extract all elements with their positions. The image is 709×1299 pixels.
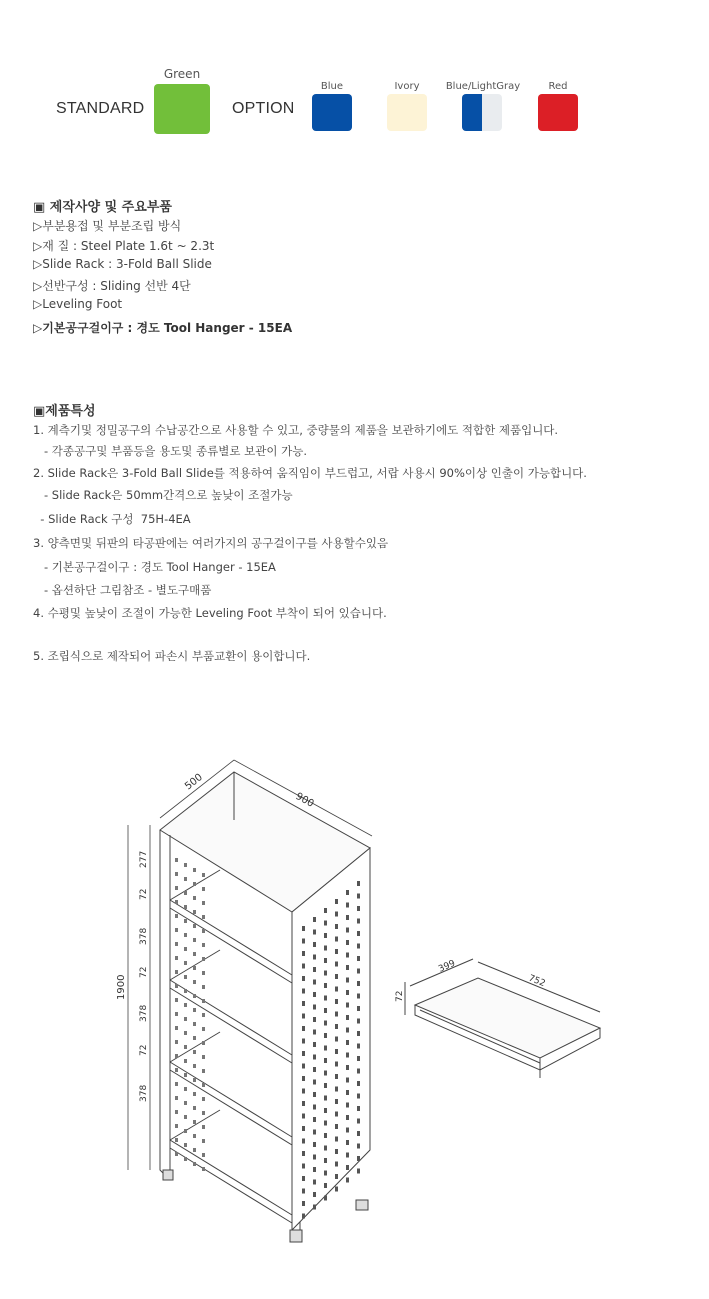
perforation-hole bbox=[175, 1110, 178, 1114]
perforation-hole bbox=[184, 1157, 187, 1161]
perforation-hole bbox=[357, 1094, 360, 1099]
feature-line: 1. 계측기및 정밀공구의 수납공간으로 사용할 수 있고, 중량물의 제품을 보관하기에도 적합한 제품입니다. bbox=[33, 423, 559, 437]
perforation-hole bbox=[302, 1014, 305, 1019]
perforation-hole bbox=[202, 1013, 205, 1017]
feature-line: - 기본공구걸이구 : 경도 Tool Hanger - 15EA bbox=[33, 560, 276, 574]
perforation-hole bbox=[302, 1114, 305, 1119]
feature-line: - 각종공구및 부품등을 용도및 종류별로 보관이 가능. bbox=[33, 444, 307, 458]
perforation-hole bbox=[357, 1069, 360, 1074]
perforation-hole bbox=[335, 924, 338, 929]
perforation-hole bbox=[346, 965, 349, 970]
perforation-hole bbox=[357, 1144, 360, 1149]
blue-color-swatch[interactable] bbox=[312, 94, 352, 131]
perforation-hole bbox=[335, 1137, 338, 1142]
perforation-hole bbox=[302, 1051, 305, 1056]
perforation-hole bbox=[324, 908, 327, 913]
dim-width: 900 bbox=[293, 791, 316, 810]
perforation-hole bbox=[357, 1169, 360, 1174]
dim-height: 1900 bbox=[116, 974, 127, 1000]
perforation-hole bbox=[346, 1003, 349, 1008]
perforation-hole bbox=[202, 971, 205, 975]
perforation-hole bbox=[202, 1055, 205, 1059]
perforation-hole bbox=[335, 1162, 338, 1167]
perforation-hole bbox=[184, 1031, 187, 1035]
perforation-hole bbox=[335, 999, 338, 1004]
perforation-hole bbox=[193, 868, 196, 872]
perforation-hole bbox=[335, 912, 338, 917]
perforation-hole bbox=[175, 1152, 178, 1156]
perforation-hole bbox=[302, 951, 305, 956]
perforation-hole bbox=[357, 906, 360, 911]
perforation-hole bbox=[346, 1128, 349, 1133]
perforation-hole bbox=[313, 930, 316, 935]
perforation-hole bbox=[193, 966, 196, 970]
perforation-hole bbox=[324, 1058, 327, 1063]
perforation-hole bbox=[313, 1055, 316, 1060]
perforation-hole bbox=[346, 1053, 349, 1058]
perforation-hole bbox=[335, 1074, 338, 1079]
specs-title: ▣ 제작사양 및 주요부품 bbox=[33, 200, 172, 215]
perforation-hole bbox=[346, 890, 349, 895]
perforation-hole bbox=[335, 1087, 338, 1092]
perforation-hole bbox=[202, 887, 205, 891]
perforation-hole bbox=[357, 1044, 360, 1049]
perforation-hole bbox=[184, 961, 187, 965]
perforation-hole bbox=[357, 944, 360, 949]
perforation-hole bbox=[335, 899, 338, 904]
perforation-hole bbox=[313, 942, 316, 947]
perforation-hole bbox=[357, 1031, 360, 1036]
perforation-hole bbox=[202, 1069, 205, 1073]
perforation-hole bbox=[346, 1090, 349, 1095]
perforation-hole bbox=[313, 1155, 316, 1160]
perforation-hole bbox=[184, 1087, 187, 1091]
feature-line: 2. Slide Rack은 3-Fold Ball Slide를 적용하여 움직임이 부드럽고, 서랍 사용시 90%이상 인출이 가능합니다. bbox=[33, 466, 587, 480]
perforation-hole bbox=[335, 949, 338, 954]
perforation-hole bbox=[357, 881, 360, 886]
perforation-hole bbox=[202, 1083, 205, 1087]
perforation-hole bbox=[193, 1022, 196, 1026]
perforation-hole bbox=[184, 877, 187, 881]
perforation-hole bbox=[357, 1156, 360, 1161]
spec-item: ▷재 질 : Steel Plate 1.6t ~ 2.3t bbox=[33, 239, 215, 253]
perforation-hole bbox=[335, 1174, 338, 1179]
perforation-hole bbox=[193, 1106, 196, 1110]
red-color-swatch[interactable] bbox=[538, 94, 578, 131]
perforation-hole bbox=[346, 903, 349, 908]
perforation-hole bbox=[175, 1138, 178, 1142]
perforation-hole bbox=[335, 974, 338, 979]
perforation-hole bbox=[324, 1158, 327, 1163]
perforation-hole bbox=[193, 1036, 196, 1040]
feature-line: 5. 조립식으로 제작되어 파손시 부품교환이 용이합니다. bbox=[33, 649, 311, 663]
perforation-hole bbox=[324, 996, 327, 1001]
perforation-hole bbox=[202, 1125, 205, 1129]
perforation-hole bbox=[346, 940, 349, 945]
perforation-hole bbox=[324, 971, 327, 976]
perforation-hole bbox=[193, 924, 196, 928]
perforation-hole bbox=[335, 1062, 338, 1067]
perforation-hole bbox=[324, 1008, 327, 1013]
perforation-hole bbox=[175, 1082, 178, 1086]
red-swatch-label: Red bbox=[548, 81, 568, 92]
perforation-hole bbox=[184, 1003, 187, 1007]
perforation-hole bbox=[324, 946, 327, 951]
perforation-hole bbox=[175, 1096, 178, 1100]
spec-item: ▷Slide Rack : 3-Fold Ball Slide bbox=[33, 257, 212, 271]
perforation-hole bbox=[335, 1037, 338, 1042]
perforation-hole bbox=[184, 1073, 187, 1077]
perforation-hole bbox=[313, 967, 316, 972]
perforation-hole bbox=[346, 1078, 349, 1083]
dim-drawer-height: 72 bbox=[395, 990, 405, 1002]
perforation-hole bbox=[302, 926, 305, 931]
dim-h7: 378 bbox=[139, 1084, 149, 1102]
perforation-hole bbox=[202, 1139, 205, 1143]
perforation-hole bbox=[346, 1015, 349, 1020]
perforation-hole bbox=[313, 992, 316, 997]
perforation-hole bbox=[202, 929, 205, 933]
perforation-hole bbox=[357, 1131, 360, 1136]
perforation-hole bbox=[324, 1146, 327, 1151]
perforation-hole bbox=[313, 1205, 316, 1210]
perforation-hole bbox=[184, 919, 187, 923]
perforation-hole bbox=[175, 858, 178, 862]
perforation-hole bbox=[193, 1092, 196, 1096]
perforation-hole bbox=[313, 980, 316, 985]
dim-h2: 72 bbox=[139, 888, 149, 900]
perforation-hole bbox=[302, 989, 305, 994]
perforation-hole bbox=[302, 1176, 305, 1181]
perforation-hole bbox=[313, 955, 316, 960]
perforation-hole bbox=[184, 863, 187, 867]
perforation-hole bbox=[324, 1196, 327, 1201]
perforation-hole bbox=[202, 1097, 205, 1101]
perforation-hole bbox=[346, 1028, 349, 1033]
perforation-hole bbox=[193, 980, 196, 984]
perforation-hole bbox=[184, 989, 187, 993]
perforation-hole bbox=[335, 987, 338, 992]
perforation-hole bbox=[313, 1017, 316, 1022]
ivory-swatch-label: Ivory bbox=[394, 81, 420, 92]
perforation-hole bbox=[357, 919, 360, 924]
perforation-hole bbox=[324, 1096, 327, 1101]
perforation-hole bbox=[193, 1148, 196, 1152]
perforation-hole bbox=[175, 998, 178, 1002]
perforation-hole bbox=[324, 983, 327, 988]
perforation-hole bbox=[202, 1153, 205, 1157]
perforation-hole bbox=[302, 1064, 305, 1069]
perforation-hole bbox=[302, 1039, 305, 1044]
perforation-hole bbox=[357, 1119, 360, 1124]
perforation-hole bbox=[184, 1129, 187, 1133]
perforation-hole bbox=[324, 1133, 327, 1138]
standard-label: STANDARD bbox=[56, 100, 145, 117]
perforation-hole bbox=[193, 910, 196, 914]
ivory-color-swatch[interactable] bbox=[387, 94, 427, 131]
perforation-hole bbox=[175, 1124, 178, 1128]
perforation-hole bbox=[202, 1041, 205, 1045]
perforation-hole bbox=[346, 953, 349, 958]
dim-h4: 72 bbox=[139, 966, 149, 978]
features-title: ▣제품특성 bbox=[33, 404, 96, 419]
perforation-hole bbox=[193, 1120, 196, 1124]
perforation-hole bbox=[302, 1126, 305, 1131]
perforation-hole bbox=[357, 969, 360, 974]
perforation-hole bbox=[202, 1111, 205, 1115]
feature-line: - Slide Rack은 50mm간격으로 높낮이 조절가능 bbox=[33, 488, 293, 502]
spec-item: ▷부분용접 및 부분조립 방식 bbox=[33, 219, 182, 233]
feature-line: 3. 양측면및 뒤판의 타공판에는 여러가지의 공구걸이구를 사용할수있음 bbox=[33, 536, 389, 550]
perforation-hole bbox=[175, 984, 178, 988]
perforation-hole bbox=[357, 1081, 360, 1086]
spec-item: ▷Leveling Foot bbox=[33, 297, 123, 311]
perforation-hole bbox=[202, 901, 205, 905]
perforation-hole bbox=[357, 1056, 360, 1061]
perforation-hole bbox=[184, 1115, 187, 1119]
perforation-hole bbox=[202, 957, 205, 961]
perforation-hole bbox=[313, 1042, 316, 1047]
perforation-hole bbox=[313, 1105, 316, 1110]
dim-drawer-depth: 399 bbox=[437, 958, 457, 975]
perforation-hole bbox=[324, 1046, 327, 1051]
perforation-hole bbox=[335, 1187, 338, 1192]
perforation-hole bbox=[175, 970, 178, 974]
perforation-hole bbox=[302, 1139, 305, 1144]
perforation-hole bbox=[346, 1115, 349, 1120]
perforation-hole bbox=[302, 1164, 305, 1169]
perforation-hole bbox=[302, 1026, 305, 1031]
perforation-hole bbox=[335, 1012, 338, 1017]
perforation-hole bbox=[335, 1124, 338, 1129]
dim-h6: 72 bbox=[139, 1044, 149, 1056]
perforation-hole bbox=[357, 1106, 360, 1111]
perforation-hole bbox=[313, 1192, 316, 1197]
feature-line: 4. 수평및 높낮이 조절이 가능한 Leveling Foot 부착이 되어 있습니다. bbox=[33, 606, 387, 620]
option-label: OPTION bbox=[232, 100, 295, 117]
perforation-hole bbox=[324, 1171, 327, 1176]
perforation-hole bbox=[302, 939, 305, 944]
dim-h5: 378 bbox=[139, 1004, 149, 1022]
perforation-hole bbox=[302, 1101, 305, 1106]
perforation-hole bbox=[313, 1167, 316, 1172]
perforation-hole bbox=[302, 1001, 305, 1006]
perforation-hole bbox=[184, 1017, 187, 1021]
perforation-hole bbox=[302, 1214, 305, 1219]
perforation-hole bbox=[302, 1189, 305, 1194]
perforation-hole bbox=[193, 1064, 196, 1068]
perforation-hole bbox=[175, 1026, 178, 1030]
perforation-hole bbox=[193, 1162, 196, 1166]
perforation-hole bbox=[313, 1005, 316, 1010]
perforation-hole bbox=[184, 1045, 187, 1049]
green-color-swatch[interactable] bbox=[154, 84, 210, 134]
perforation-hole bbox=[184, 1059, 187, 1063]
perforation-hole bbox=[313, 1130, 316, 1135]
perforation-hole bbox=[324, 921, 327, 926]
perforation-hole bbox=[357, 931, 360, 936]
perforation-hole bbox=[193, 1134, 196, 1138]
perforation-hole bbox=[324, 1121, 327, 1126]
perforation-hole bbox=[202, 915, 205, 919]
dim-depth: 500 bbox=[183, 771, 205, 793]
perforation-hole bbox=[184, 933, 187, 937]
perforation-hole bbox=[335, 962, 338, 967]
perforation-hole bbox=[346, 928, 349, 933]
perforation-hole bbox=[313, 1030, 316, 1035]
perforation-hole bbox=[357, 981, 360, 986]
perforation-hole bbox=[193, 938, 196, 942]
perforation-hole bbox=[175, 886, 178, 890]
perforation-hole bbox=[193, 1078, 196, 1082]
blue-swatch-label: Blue bbox=[320, 81, 344, 92]
perforation-hole bbox=[346, 1153, 349, 1158]
perforation-hole bbox=[202, 999, 205, 1003]
perforation-hole bbox=[313, 1117, 316, 1122]
perforation-hole bbox=[324, 1033, 327, 1038]
perforation-hole bbox=[357, 1006, 360, 1011]
perforation-hole bbox=[202, 943, 205, 947]
perforation-hole bbox=[175, 1054, 178, 1058]
perforation-hole bbox=[313, 1142, 316, 1147]
perforation-hole bbox=[184, 1101, 187, 1105]
perforation-hole bbox=[175, 956, 178, 960]
perforation-hole bbox=[346, 990, 349, 995]
blue-lightgray-color-swatch[interactable] bbox=[462, 94, 502, 131]
perforation-hole bbox=[346, 1165, 349, 1170]
perforation-hole bbox=[324, 1083, 327, 1088]
perforation-hole bbox=[302, 964, 305, 969]
perforation-hole bbox=[357, 994, 360, 999]
perforation-hole bbox=[302, 1151, 305, 1156]
blue-lightgray-swatch-label: Blue/LightGray bbox=[445, 81, 521, 92]
perforation-hole bbox=[357, 894, 360, 899]
perforation-hole bbox=[193, 882, 196, 886]
perforation-hole bbox=[184, 905, 187, 909]
perforation-hole bbox=[202, 985, 205, 989]
perforation-hole bbox=[313, 1180, 316, 1185]
perforation-hole bbox=[184, 1143, 187, 1147]
perforation-hole bbox=[175, 872, 178, 876]
perforation-hole bbox=[335, 1024, 338, 1029]
perforation-hole bbox=[313, 1092, 316, 1097]
perforation-hole bbox=[346, 1178, 349, 1183]
perforation-hole bbox=[357, 956, 360, 961]
perforation-hole bbox=[324, 958, 327, 963]
perforation-hole bbox=[313, 1080, 316, 1085]
perforation-hole bbox=[346, 1065, 349, 1070]
perforation-hole bbox=[193, 994, 196, 998]
perforation-hole bbox=[202, 1167, 205, 1171]
cabinet-drawing bbox=[0, 740, 709, 1260]
perforation-hole bbox=[193, 896, 196, 900]
perforation-hole bbox=[193, 952, 196, 956]
perforation-hole bbox=[302, 976, 305, 981]
perforation-hole bbox=[202, 1027, 205, 1031]
perforation-hole bbox=[184, 947, 187, 951]
perforation-hole bbox=[335, 1149, 338, 1154]
perforation-hole bbox=[313, 1067, 316, 1072]
perforation-hole bbox=[324, 1183, 327, 1188]
perforation-hole bbox=[175, 900, 178, 904]
feature-line: - Slide Rack 구성 75H-4EA bbox=[33, 512, 191, 526]
perforation-hole bbox=[346, 1103, 349, 1108]
perforation-hole bbox=[335, 937, 338, 942]
perforation-hole bbox=[175, 942, 178, 946]
dim-h3: 378 bbox=[139, 927, 149, 945]
perforation-hole bbox=[302, 1076, 305, 1081]
dim-drawer-width: 752 bbox=[526, 973, 547, 990]
perforation-hole bbox=[175, 914, 178, 918]
perforation-hole bbox=[175, 928, 178, 932]
perforation-hole bbox=[346, 1040, 349, 1045]
perforation-hole bbox=[346, 978, 349, 983]
perforation-hole bbox=[175, 1068, 178, 1072]
spec-item: ▷선반구성 : Sliding 선반 4단 bbox=[33, 279, 191, 293]
perforation-hole bbox=[184, 891, 187, 895]
perforation-hole bbox=[357, 1019, 360, 1024]
perforation-hole bbox=[302, 1201, 305, 1206]
perforation-hole bbox=[335, 1112, 338, 1117]
perforation-hole bbox=[202, 873, 205, 877]
perforation-hole bbox=[346, 915, 349, 920]
perforation-hole bbox=[184, 975, 187, 979]
green-swatch-label: Green bbox=[163, 67, 201, 81]
perforation-hole bbox=[324, 933, 327, 938]
perforation-hole bbox=[302, 1089, 305, 1094]
perforation-hole bbox=[175, 1012, 178, 1016]
perforation-hole bbox=[335, 1099, 338, 1104]
perforation-hole bbox=[193, 1050, 196, 1054]
perforation-hole bbox=[346, 1140, 349, 1145]
perforation-hole bbox=[324, 1108, 327, 1113]
perforation-hole bbox=[175, 1040, 178, 1044]
perforation-hole bbox=[193, 1008, 196, 1012]
perforation-hole bbox=[313, 917, 316, 922]
spec-item: ▷기본공구걸이구 : 경도 Tool Hanger - 15EA bbox=[33, 321, 293, 335]
perforation-hole bbox=[335, 1049, 338, 1054]
perforation-hole bbox=[324, 1021, 327, 1026]
dim-h1: 277 bbox=[139, 850, 149, 868]
feature-line: - 옵션하단 그림참조 - 별도구매품 bbox=[33, 583, 212, 597]
perforation-hole bbox=[324, 1071, 327, 1076]
